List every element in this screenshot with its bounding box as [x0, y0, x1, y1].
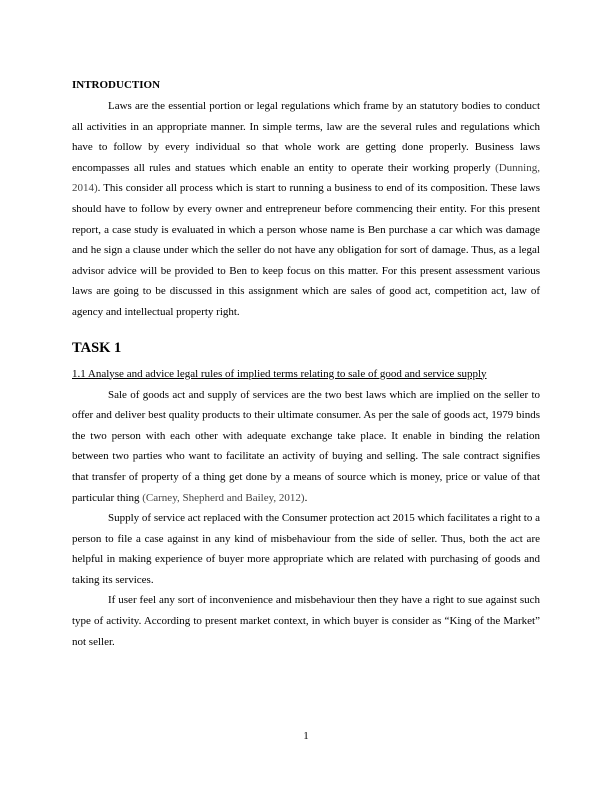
task-p1-text-a: Sale of goods act and supply of services are the two best laws which are implied on the seller to offer and deliver best quality products to their ultimate consumer. As per the sale of goods act, 1979 binds the two person with each other with adequate exchange take place. It enable in binding the relation between two parties who want to facilitate an activity of buying and selling. The sale contract signifies that transfer of property of a thing get done by a means of source which is money, price or value of that particular thing	[72, 388, 540, 504]
intro-text-b: . This consider all process which is start to running a business to end of its composition. These laws should have to follow by every owner and entrepreneur before commencing their entity. For this present report, a case study is evaluated in which a person whose name is Ben purchase a car which was damage and he sign a clause under which the seller do not have any obligation for sort of damage. Thus, as a legal advisor advice will be provided to Ben to keep focus on this matter. For this present assessment various laws are going to be discussed in this assignment which are sales of good act, competition act, law of agency and intellectual property right.	[72, 182, 540, 318]
task-paragraph-2: Supply of service act replaced with the Consumer protection act 2015 which facilitates a right to a person to file a case against in any kind of misbehaviour from the side of seller. Thus, both the act are helpful in making experience of buyer more appropriate which are related with purchasing of goods and taking its services.	[72, 512, 540, 586]
intro-citation: (Dunning, 2014)	[72, 161, 540, 195]
task-paragraph-1	[72, 385, 540, 509]
task-paragraph-3: If user feel any sort of inconvenience and misbehaviour then they have a right to sue against such type of activity. According to present market context, in which buyer is consider as “King of the Market” not seller.	[72, 594, 540, 648]
page-number: 1	[303, 730, 309, 742]
introduction-heading: INTRODUCTION	[72, 79, 161, 91]
task-title: TASK 1	[72, 339, 122, 356]
introduction-paragraph	[72, 96, 540, 323]
task-subheading: 1.1 Analyse and advice legal rules of implied terms relating to sale of good and service supply	[72, 367, 487, 380]
task-p1-text-b: .	[304, 491, 308, 504]
intro-text-a: Laws are the essential portion or legal regulations which frame by an statutory bodies to conduct all activities in an appropriate manner. In simple terms, law are the several rules and regulations which have to follow by every individual so that whole work are getting done properly. Business laws encompasses all rules and statues which enable an entity to operate their working properly	[72, 100, 540, 174]
task-p1-citation: (Carney, Shepherd and Bailey, 2012)	[142, 491, 305, 504]
